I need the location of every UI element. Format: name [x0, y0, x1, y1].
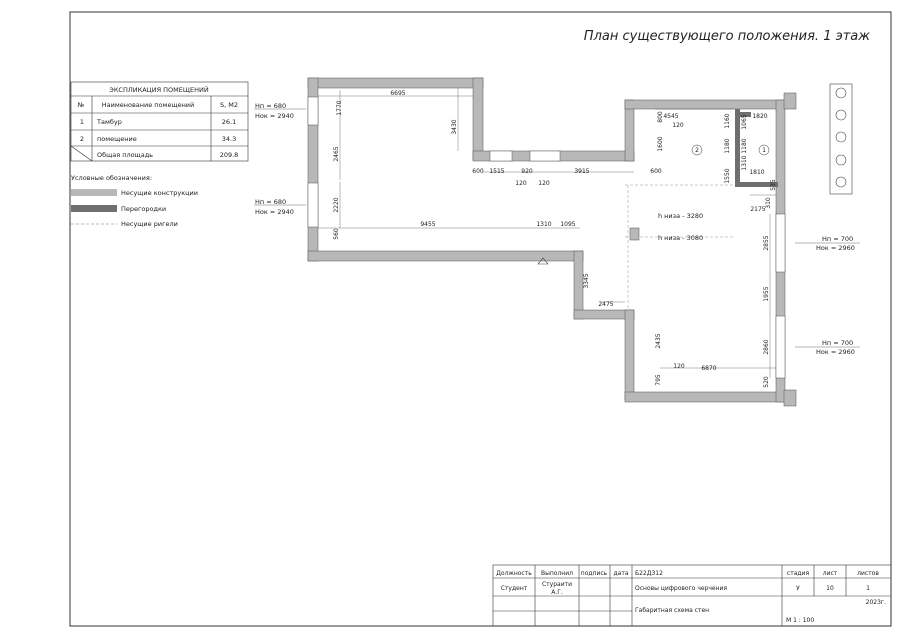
tb-position: Студент	[500, 585, 528, 592]
dim-label: 1095	[560, 221, 576, 228]
bearing-walls	[308, 78, 796, 406]
tb-scale: М 1 : 100	[786, 617, 815, 624]
explication-row-no: 2	[79, 135, 85, 143]
room-marker-1: 1	[762, 147, 766, 154]
exterior-units	[830, 84, 852, 194]
dim-label: 2175	[750, 206, 766, 213]
dim-label: 1065	[741, 114, 748, 130]
dim-label: 120	[515, 180, 527, 187]
dim-label: 535	[770, 179, 777, 191]
tb-col-signature: подпись	[580, 570, 608, 577]
dim-label: 1180	[724, 138, 731, 154]
tb-course: Основы цифрового черчения	[635, 585, 728, 592]
dim-label: 2435	[655, 333, 662, 349]
dim-label: 1820	[752, 113, 768, 120]
dim-label: 1180	[741, 138, 748, 154]
tb-col-position: Должность	[496, 570, 532, 577]
tb-col-sheet: лист	[822, 570, 838, 577]
beams	[625, 185, 735, 310]
explication-col-area: S, М2	[219, 101, 239, 109]
legend-label-beams: Несущие ригели	[121, 220, 178, 228]
legend-swatch-partitions	[71, 205, 117, 212]
tb-performer-line1: Стураити	[541, 581, 573, 588]
dim-label: 1310	[741, 155, 748, 171]
explication-total-area: 209.8	[219, 151, 239, 159]
dim-label: 2860	[763, 339, 770, 355]
explication-total-label: Общая площадь	[97, 151, 154, 159]
dim-label: 2475	[598, 301, 614, 308]
dim-label: 310	[765, 197, 772, 209]
dim-label: 4545	[663, 113, 679, 120]
explication-col-no: №	[77, 101, 85, 109]
dim-label: 2220	[333, 197, 340, 213]
tb-code: Б22Д312	[635, 570, 663, 577]
dim-label: 920	[521, 168, 533, 175]
window-note-nok: Нок = 2940	[255, 112, 294, 120]
dim-label: 3430	[451, 119, 458, 135]
tb-year: 2023г.	[865, 599, 886, 606]
tb-stage: У	[796, 585, 800, 592]
dim-label: 1600	[657, 136, 664, 152]
explication-col-name: Наименование помещений	[101, 101, 195, 109]
room-marker-2: 2	[695, 147, 699, 154]
beam-label: h низа - 3280	[658, 212, 704, 220]
tb-col-sheets: листов	[857, 570, 879, 577]
window-note-nok: Нок = 2960	[816, 348, 855, 356]
dim-label: 600	[472, 168, 484, 175]
explication-row-no: 1	[79, 118, 85, 126]
explication-heading: ЭКСПЛИКАЦИЯ ПОМЕЩЕНИЙ	[109, 86, 209, 94]
dim-label: 1955	[763, 286, 770, 302]
dim-label: 120	[538, 180, 550, 187]
tb-performer-line2: А.Г.	[551, 589, 563, 596]
dim-label: 9455	[420, 221, 436, 228]
tb-sheets: 1	[866, 585, 870, 592]
dim-label: 1770	[336, 100, 343, 116]
window-note-hn: Нп = 680	[255, 198, 287, 206]
window-note-nok: Нок = 2960	[816, 244, 855, 252]
dim-label: 2855	[763, 235, 770, 251]
dim-label: 120	[673, 363, 685, 370]
dim-label: 3345	[583, 273, 590, 289]
window-note-hn: Нп = 680	[255, 102, 287, 110]
dim-label: 560	[333, 228, 340, 240]
drawing-title: План существующего положения. 1 этаж	[583, 29, 870, 44]
dim-label: 2465	[333, 146, 340, 162]
legend-label-partitions: Перегородки	[121, 205, 167, 213]
dim-label: 1515	[489, 168, 505, 175]
dim-label: 6695	[390, 90, 406, 97]
legend-swatch-bearing	[71, 189, 117, 196]
dim-label: 3915	[574, 168, 590, 175]
explication-row-name: помещение	[97, 135, 137, 143]
explication-row-area: 26.1	[221, 118, 237, 126]
tb-col-date: дата	[613, 570, 629, 577]
dim-label: 1810	[749, 169, 765, 176]
tb-col-stage: стадия	[786, 570, 810, 577]
dimension-labels	[333, 90, 777, 388]
dim-label: 800	[657, 111, 664, 123]
window-openings	[308, 97, 785, 378]
dim-label: 600	[650, 168, 662, 175]
explication-row-area: 34.3	[221, 135, 237, 143]
dim-label: 6870	[701, 365, 717, 372]
dim-label: 795	[655, 374, 662, 386]
dim-label: 1550	[724, 168, 731, 184]
tb-sheet: 10	[826, 585, 834, 592]
explication-row-name: Тамбур	[97, 118, 122, 126]
tb-sheet-title: Габаритная схема стен	[635, 607, 710, 614]
legend-title: Условные обозначения:	[71, 174, 153, 182]
beam-label: h низа - 3080	[658, 234, 704, 242]
window-note-nok: Нок = 2940	[255, 208, 294, 216]
dim-label: 520	[763, 376, 770, 388]
window-note-hn: Нп = 700	[822, 235, 854, 243]
window-note-hn: Нп = 700	[822, 339, 854, 347]
dimension-lines	[318, 88, 776, 378]
dim-label: 1160	[724, 113, 731, 129]
dim-label: 1310	[536, 221, 552, 228]
legend-label-bearing: Несущие конструкции	[121, 189, 199, 197]
dim-label: 120	[672, 122, 684, 129]
tb-col-performed: Выполнил	[541, 570, 573, 577]
